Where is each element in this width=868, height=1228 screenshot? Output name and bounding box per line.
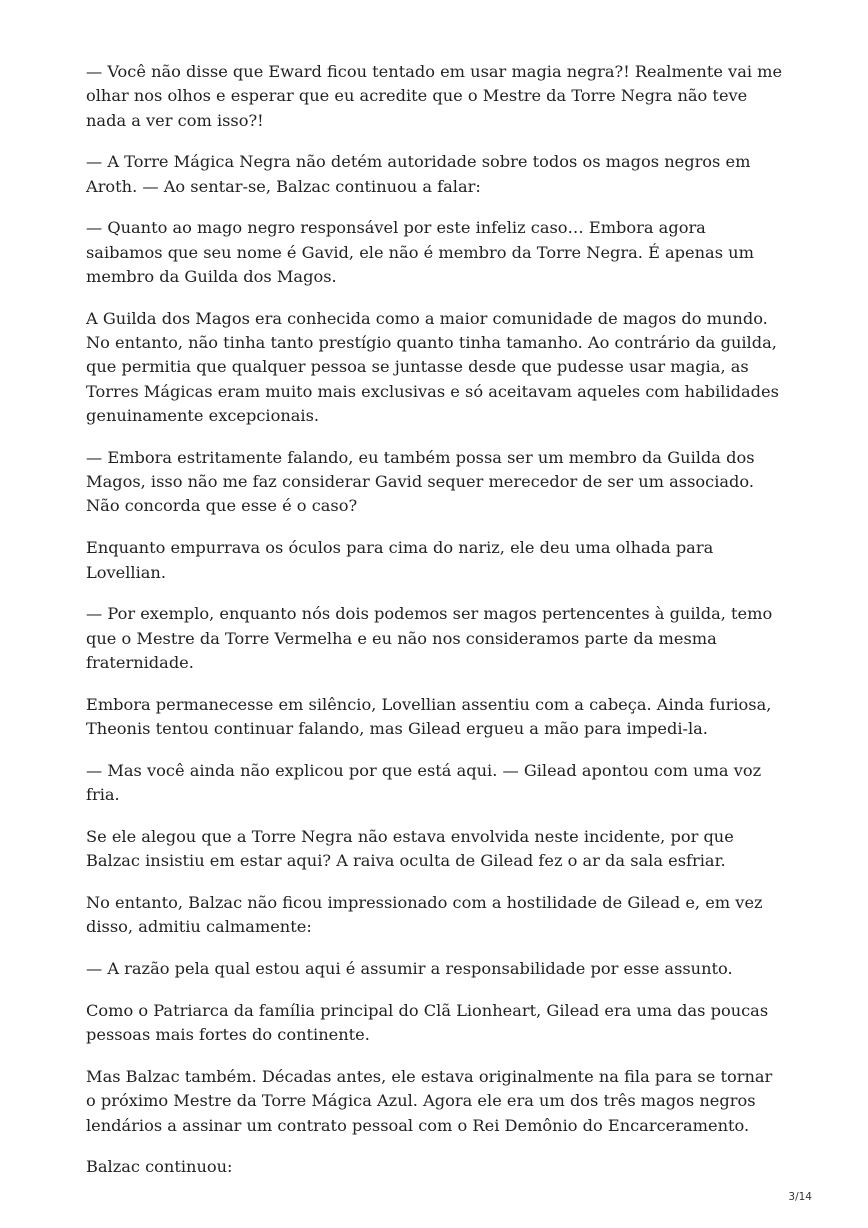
paragraph-10: Se ele alegou que a Torre Negra não estava envolvida neste incidente, por que Balzac insistiu em estar aqui? A raiva oculta de Gilead fez o ar da sala esfriar. <box>86 826 734 871</box>
paragraph-9: — Mas você ainda não explicou por que está aqui. — Gilead apontou com uma voz fria. <box>86 760 762 805</box>
paragraph-7: — Por exemplo, enquanto nós dois podemos ser magos pertencentes à guilda, temo que o Mestre da Torre Vermelha e eu não nos consideramos parte da mesma fraternidade. <box>86 604 773 672</box>
paragraph-11: No entanto, Balzac não ficou impressionado com a hostilidade de Gilead e, em vez disso, admitiu calmamente: <box>86 893 763 937</box>
paragraph-5: — Embora estritamente falando, eu também possa ser um membro da Guilda dos Magos, isso não me faz considerar Gavid sequer merecedor de ser um associado. Não concorda que esse é o caso? <box>86 447 755 516</box>
paragraph-3: — Quanto ao mago negro responsável por este infeliz caso… Embora agora saibamos que seu nome é Gavid, ele não é membro da Torre Negra. É apenas um membro da Guilda dos Magos. <box>86 218 754 287</box>
paragraph-2: — A Torre Mágica Negra não detém autoridade sobre todos os magos negros em Aroth. — Ao sentar-se, Balzac continuou a falar: <box>86 152 751 196</box>
paragraph-1: — Você não disse que Eward ficou tentado em usar magia negra?! Realmente vai me olhar nos olhos e esperar que eu acredite que o Mestre da Torre Negra não teve nada a ver com isso?! <box>86 62 783 130</box>
paragraph-12: — A razão pela qual estou aqui é assumir a responsabilidade por esse assunto. <box>86 959 733 979</box>
page-number: 3/14 <box>788 1191 812 1203</box>
paragraph-14: Mas Balzac também. Décadas antes, ele estava originalmente na fila para se tornar o próximo Mestre da Torre Mágica Azul. Agora ele era um dos três magos negros lendários a assinar um contrato pessoal com o Rei Demônio do Encarceramento. <box>86 1067 773 1135</box>
document-page <box>86 60 786 1197</box>
paragraph-6: Enquanto empurrava os óculos para cima do nariz, ele deu uma olhada para Lovellian. <box>86 538 714 582</box>
paragraph-4: A Guilda dos Magos era conhecida como a maior comunidade de magos do mundo. No entanto, não tinha tanto prestígio quanto tinha tamanho. Ao contrário da guilda, que permitia que qualquer pessoa se juntasse desde que pudesse usar magia, as Torres Mágicas eram muito mais exclusivas e só aceitavam aqueles com habilidades genuinamente excepcionais. <box>86 308 779 426</box>
paragraph-13: Como o Patriarca da família principal do Clã Lionheart, Gilead era uma das poucas pessoas mais fortes do continente. <box>86 1000 769 1045</box>
paragraph-15: Balzac continuou: <box>86 1157 233 1177</box>
paragraph-8: Embora permanecesse em silêncio, Lovellian assentiu com a cabeça. Ainda furiosa, Theonis tentou continuar falando, mas Gilead ergueu a mão para impedi-la. <box>86 694 772 739</box>
